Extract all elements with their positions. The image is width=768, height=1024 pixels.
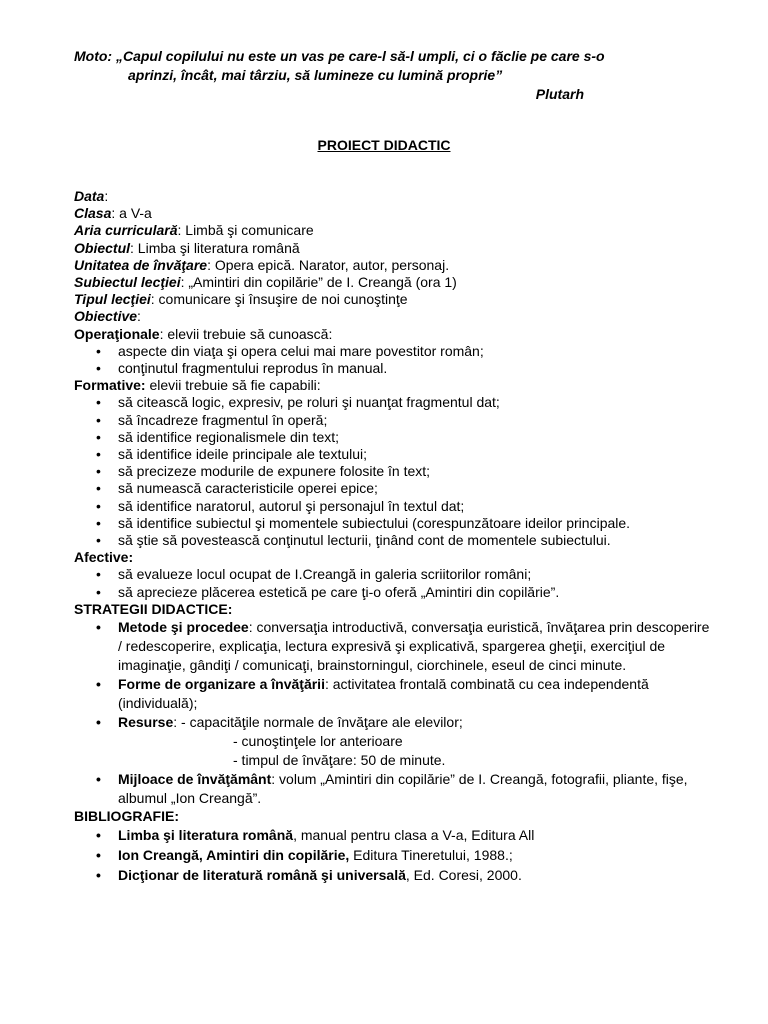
section-label: Formative: xyxy=(74,377,146,394)
list-item-text: Forme de organizare a învăţării xyxy=(118,676,325,693)
list-item xyxy=(74,515,714,532)
list-item xyxy=(74,845,714,865)
section-intro: elevii trebuie să fie capabili: xyxy=(145,377,321,394)
operationale-list xyxy=(74,343,714,377)
resurse-line-2: - cunoştinţele lor anterioare xyxy=(233,733,403,750)
list-item xyxy=(74,566,714,583)
bibliografie-list xyxy=(74,825,714,885)
bullet-icon: • xyxy=(96,583,101,600)
motto-line-1: „Capul copilului nu este un vas pe care-l să-l umpli, ci o făclie pe care s-o xyxy=(115,48,605,64)
list-item-metode xyxy=(74,618,714,675)
list-item-text: : activitatea frontală combinată cu cea independentă (individuală); xyxy=(118,676,649,712)
section-intro: : elevii trebuie să cunoască: xyxy=(159,325,333,342)
bullet-icon: • xyxy=(96,463,101,480)
bullet-icon: • xyxy=(96,676,101,693)
list-item xyxy=(74,865,714,885)
section-label: Operaţionale xyxy=(74,325,160,342)
list-item xyxy=(74,429,714,446)
page-title: PROIECT DIDACTIC xyxy=(317,137,451,153)
field-obiectul xyxy=(74,240,714,257)
bullet-icon: • xyxy=(96,566,101,583)
strategii-heading: STRATEGII DIDACTICE: xyxy=(74,600,233,617)
field-value: : xyxy=(104,188,109,204)
field-subiectul xyxy=(74,274,714,291)
operationale-heading xyxy=(74,326,714,343)
list-item xyxy=(74,394,714,411)
bullet-icon: • xyxy=(96,619,101,636)
field-obiective xyxy=(74,308,714,325)
list-item xyxy=(74,360,714,377)
document-body xyxy=(74,188,714,885)
list-item-text: : - capacităţile normale de învăţare ale elevilor; xyxy=(173,714,463,731)
list-item-text: să ştie să povestească conţinutul lecturii, ţinând cont de momentele subiectului. xyxy=(118,532,611,549)
field-label: Obiective xyxy=(74,308,138,325)
list-item xyxy=(74,463,714,480)
bullet-icon: • xyxy=(96,411,101,428)
list-item xyxy=(74,825,714,845)
list-item-text: , Ed. Coresi, 2000. xyxy=(405,867,522,884)
bullet-icon: • xyxy=(96,771,101,788)
bullet-icon: • xyxy=(96,394,101,411)
afective-list xyxy=(74,566,714,600)
list-item-text: conţinutul fragmentului reprodus în manual. xyxy=(118,360,388,377)
afective-heading: Afective: xyxy=(74,549,134,566)
list-item xyxy=(74,532,714,549)
list-item-text: , manual pentru clasa a V-a, Editura All xyxy=(293,827,535,844)
list-item xyxy=(74,584,714,601)
bullet-icon: • xyxy=(96,480,101,497)
motto-author: Plutarh xyxy=(535,86,584,102)
field-value: : comunicare şi însuşire de noi cunoştinţe xyxy=(150,291,408,308)
list-item xyxy=(74,343,714,360)
bibliografie-heading: BIBLIOGRAFIE: xyxy=(74,808,179,825)
list-item-text: să identifice regionalismele din text; xyxy=(118,428,340,445)
list-item-text: Limba şi literatura română xyxy=(118,827,294,844)
field-value: : Limba şi literatura română xyxy=(130,239,300,256)
field-aria xyxy=(74,222,714,239)
field-tipul xyxy=(74,291,714,308)
list-item xyxy=(74,480,714,497)
field-value: : xyxy=(137,308,141,325)
list-item-resurse xyxy=(74,713,714,770)
list-item-text: să aprecieze plăcerea estetică pe care ţi-o oferă „Amintiri din copilărie”. xyxy=(118,583,560,600)
list-item-text: Mijloace de învăţământ xyxy=(118,771,272,788)
motto-line-2: aprinzi, încât, mai târziu, să lumineze cu lumină proprie” xyxy=(128,67,503,83)
field-value: : Limbă şi comunicare xyxy=(177,222,314,239)
list-item-text: să identifice naratorul, autorul şi personajul în textul dat; xyxy=(118,497,465,514)
formative-list xyxy=(74,394,714,549)
bullet-icon: • xyxy=(96,714,101,731)
resurse-line-3: - timpul de învăţare: 50 de minute. xyxy=(233,752,446,769)
motto xyxy=(74,47,714,104)
list-item-text: Ion Creangă, Amintiri din copilărie, xyxy=(118,847,350,864)
bullet-icon: • xyxy=(96,867,101,884)
list-item-mijloace xyxy=(74,770,714,808)
list-item-forme xyxy=(74,675,714,713)
bullet-icon: • xyxy=(96,342,101,359)
field-label: Clasa xyxy=(74,205,112,222)
bullet-icon: • xyxy=(96,428,101,445)
list-item-text: Editura Tineretului, 1988.; xyxy=(349,847,513,864)
list-item xyxy=(74,498,714,515)
bullet-icon: • xyxy=(96,497,101,514)
bullet-icon: • xyxy=(96,514,101,531)
bullet-icon: • xyxy=(96,360,101,377)
bullet-icon: • xyxy=(96,532,101,549)
list-item-text: : conversaţia introductivă, conversaţia euristică, învăţarea prin descoperire / redescoperire, explicaţia, lectura expresivă şi explicativă, spargerea gheţii, exerciţiul de imaginaţie, gândiţi / comunicaţi, brainstorningul, ciorchinele, eseul de cinci minute. xyxy=(118,619,710,674)
field-label: Unitatea de învăţare xyxy=(74,256,208,273)
strategii-list xyxy=(74,618,714,808)
bullet-icon: • xyxy=(96,827,101,844)
field-value: : a V-a xyxy=(111,205,152,222)
field-label: Aria curriculară xyxy=(74,222,178,239)
field-label: Subiectul lecţiei xyxy=(74,274,181,291)
field-value: : „Amintiri din copilărie” de I. Creangă (ora 1) xyxy=(180,274,457,291)
list-item-text: să precizeze modurile de expunere folosite în text; xyxy=(118,463,431,480)
list-item-text: să încadreze fragmentul în operă; xyxy=(118,411,328,428)
list-item-text: : volum „Amintiri din copilărie” de I. Creangă, fotografii, pliante, fişe, albumul „Ion Creangă”. xyxy=(118,771,688,807)
list-item xyxy=(74,412,714,429)
list-item-text: Dicţionar de literatură română şi universală xyxy=(118,867,406,884)
list-item-text: aspecte din viaţa şi opera celui mai mare povestitor român; xyxy=(118,342,484,359)
list-item-text: să identifice subiectul şi momentele subiectului (corespunzătoare ideilor principale. xyxy=(118,514,631,531)
list-item-text: să numească caracteristicile operei epice; xyxy=(118,480,378,497)
field-unitatea xyxy=(74,257,714,274)
field-value: : Opera epică. Narator, autor, personaj. xyxy=(207,256,450,273)
field-label: Data xyxy=(74,188,105,204)
field-label: Obiectul xyxy=(74,239,131,256)
field-data xyxy=(74,188,714,205)
list-item-text: să identifice ideile principale ale textului; xyxy=(118,446,368,463)
motto-label: Moto: xyxy=(74,48,113,64)
list-item-text: să evalueze locul ocupat de I.Creangă in galeria scriitorilor români; xyxy=(118,566,532,583)
bullet-icon: • xyxy=(96,446,101,463)
field-clasa xyxy=(74,205,714,222)
list-item-text: Metode şi procedee xyxy=(118,619,249,636)
list-item xyxy=(74,446,714,463)
field-label: Tipul lecţiei xyxy=(74,291,151,308)
formative-heading xyxy=(74,377,714,394)
list-item-text: să citească logic, expresiv, pe roluri şi nuanţat fragmentul dat; xyxy=(118,394,500,411)
list-item-text: Resurse xyxy=(118,714,174,731)
bullet-icon: • xyxy=(96,847,101,864)
